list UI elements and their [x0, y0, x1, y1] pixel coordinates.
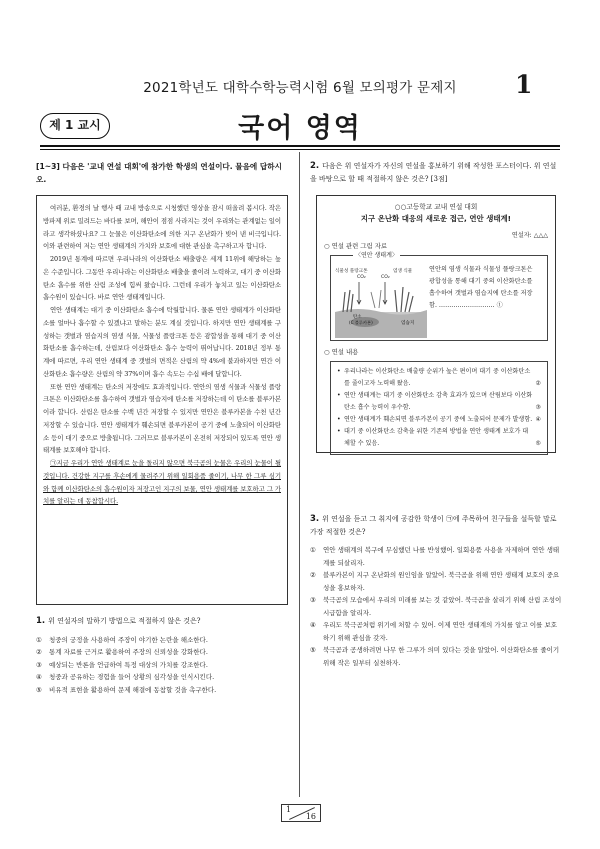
poster-item: [337, 390, 541, 414]
label-halophyte: 염생 식물: [393, 269, 413, 274]
choice-item[interactable]: [310, 594, 562, 619]
question-text: 다음은 위 연설자가 자신의 연설을 홍보하기 위해 작성한 포스터이다. 위 연설을 바탕으로 할 때 적절하지 않은 것은? [3점]: [310, 162, 557, 183]
question-number: 3.: [310, 514, 320, 524]
label-salt-marsh: 염습지: [401, 321, 415, 326]
label-plankton: 식물성 플랑크톤: [335, 269, 368, 274]
diagram-caption: 연안의 염생 식물과 식물성 플랑크톤은 광합성을 통해 대기 중의 이산화탄소를 흡수하여 갯벌과 염습지에 탄소를 저장함. ……………………… ①: [429, 266, 533, 309]
label-blue-carbon: (C 블루카본): [349, 320, 373, 325]
passage-paragraph: 연안 생태계는 대기 중 이산화탄소 흡수에 탁월합니다. 물론 연안 생태계가 이산화탄소를 얼마나 흡수할 수 있겠냐고 말하는 분도 계실 것입니다. 하지만 연안 생태계를 구성하는 갯벌과 염습지의 염생 식물, 식물성 플랑크톤 등은 광합성을 통해 대기 중 이산화탄소를 흡수하는데, 산림보다 이산화탄소 흡수 능력이 뛰어납니다. 2018년 정부 통계에 따르면, 우리 연안 생태계 중 갯벌의 면적은 산림의 약 4%에 불과하지만 연간 이산화탄소 흡수량은 산림의 약 37%이며 흡수 속도는 수십 배에 달합니다.: [43, 306, 281, 378]
choice-number: ④: [310, 621, 316, 629]
poster-item-text: 연안 생태계가 훼손되면 블루카본이 공기 중에 노출되어 문제가 발생함.: [344, 416, 533, 423]
poster-item-text: 대기 중 이산화탄소 감축을 위한 기존의 방법을 연안 생태계 보호가 대체할 수 있음.: [344, 428, 529, 447]
choice-number: ⑤: [36, 685, 42, 694]
choice-number: ②: [310, 571, 316, 579]
choice-text: 북극곰과 공생하려면 나무 한 그루가 의미 있다는 것을 알았어. 이산화탄소를 줄이기 위해 작은 일부터 실천하자.: [323, 646, 560, 667]
question-1: [36, 615, 288, 696]
poster-item: [337, 366, 541, 390]
choice-text: 청중과 공유하는 경험을 들어 상황의 심각성을 인식시킨다.: [49, 673, 215, 681]
folio-total: 16: [305, 812, 316, 821]
choice-list: [310, 544, 562, 669]
poster-item-text: 연안 생태계는 대기 중 이산화탄소 감축 효과가 있으며 산림보다 이산화탄소 흡수 능력이 우수함.: [344, 392, 533, 411]
choice-number: ①: [36, 635, 42, 644]
bullet-icon: •: [337, 392, 341, 399]
page-folio: [281, 804, 321, 822]
choice-text: 통계 자료를 근거로 활용하여 주장의 신뢰성을 강화한다.: [49, 648, 208, 656]
choice-text: 비유적 표현을 활용하여 문제 해결에 동참할 것을 촉구한다.: [49, 685, 217, 694]
question-stem: [36, 615, 288, 628]
passage-paragraph-underlined: ㉠지금 우리가 연안 생태계로 눈을 돌리지 않으면 북극곰의 눈물은 우리의 눈물이 될 것입니다. 건강한 지구를 후손에게 물려주기 위해 일회용품 줄이기, 나무 한 그루 심기와 함께 이산화탄소의 흡수원이자 저장고인 지구의 보물, 연안 생태계를 보호하고 그 가치를 알리는 데 동참합시다.: [43, 459, 281, 506]
left-column: [36, 160, 288, 696]
question-2-stem: [310, 160, 562, 185]
poster-subtitle: ○○고등학교 교내 연설 대회: [394, 203, 478, 211]
poster-item-marker: ⑤: [535, 440, 541, 447]
choice-text: 청중의 궁정을 사용하여 주장이 야기한 논란을 해소한다.: [49, 635, 208, 644]
speech-passage: [36, 195, 288, 605]
choice-item[interactable]: [36, 684, 288, 697]
choice-item[interactable]: [310, 569, 562, 594]
choice-number: ⑤: [310, 646, 316, 654]
diagram-title: 〈연안 생태계〉: [355, 252, 398, 259]
poster-title: 지구 온난화 대응의 새로운 접근, 연안 생태계!: [360, 214, 512, 223]
question-stem: [310, 513, 562, 538]
poster-item: [337, 414, 541, 426]
question-3: [310, 513, 562, 669]
subject-title: 국어 영역: [238, 113, 362, 144]
coastal-ecosystem-diagram: [330, 252, 548, 341]
speech-poster: [316, 195, 556, 453]
question-number: 2.: [310, 161, 320, 171]
poster-section-image: ○ 연설 관련 그림 자료: [324, 242, 388, 250]
label-co2: CO₂: [357, 275, 366, 280]
poster-section-content: ○ 연설 내용: [324, 348, 359, 356]
bullet-icon: •: [337, 428, 341, 435]
passage-paragraph: 여러분, 환경의 날 행사 때 교내 방송으로 시청했던 영상을 잠시 떠올려 봅시다. 작은 방파제 위로 밀려드는 바다를 보며, 해안이 점점 사라지는 것이 우리와는 관계없는 일이라고 생각하셨나요? 그 눈물은 이산화탄소에 의한 지구 온난화가 빚어 낸 비극입니다. 이와 관련하여 저는 연안 생태계의 가치와 보호에 대한 관심을 촉구하고자 합니다.: [43, 204, 281, 251]
label-carbon: 탄소: [353, 315, 362, 320]
question-text: 위 연설을 듣고 그 취지에 공감한 학생이 ㉠에 주목하여 친구들을 설득할 말로 가장 적절한 것은?: [310, 515, 557, 536]
choice-text: 우리도 북극곰처럼 위기에 처할 수 있어. 이제 연안 생태계의 가치를 알고 이를 보호하기 위해 관심을 갖자.: [323, 621, 558, 642]
choice-text: 블루카본이 지구 온난화의 원인임을 알았어. 북극곰을 위해 연안 생태계 보호의 중요성을 홍보하자.: [323, 571, 560, 592]
choice-item[interactable]: [310, 644, 562, 669]
header-rule: [40, 145, 560, 147]
choice-number: ③: [310, 596, 316, 604]
choice-item[interactable]: [36, 634, 288, 647]
choice-text: 예상되는 반론을 언급하여 특정 대상의 가치를 강조한다.: [49, 660, 208, 669]
poster-item-marker: ③: [535, 404, 541, 411]
page-number: 1: [515, 70, 533, 99]
poster-author: 연설자: △△△: [511, 232, 548, 239]
choice-item[interactable]: [36, 659, 288, 672]
question-number: 1.: [36, 616, 46, 626]
choice-number: ③: [36, 660, 42, 669]
poster-item-text: 우리나라는 이산화탄소 배출량 순위가 높은 편이며 대기 중 이산화탄소를 줄이고자 노력해 왔음.: [344, 368, 531, 387]
question-text: 위 연설자의 말하기 방법으로 적절하지 않은 것은?: [48, 617, 201, 625]
bullet-icon: •: [337, 368, 341, 375]
right-column: [310, 160, 562, 669]
choice-item[interactable]: [310, 619, 562, 644]
label-co2: CO₂: [381, 275, 390, 280]
header-rule-thin: [40, 149, 560, 150]
choice-text: 북극곰의 모습에서 우리의 미래를 보는 것 같았어. 북극곰을 살리기 위해 산림 조성이 시급함을 알리자.: [323, 596, 562, 617]
choice-list: [36, 634, 288, 697]
choice-number: ④: [36, 673, 42, 681]
poster-item-marker: ④: [535, 416, 541, 423]
choice-number: ②: [36, 648, 42, 656]
choice-item[interactable]: [310, 544, 562, 569]
choice-number: ①: [310, 546, 316, 554]
set-instruction: [1~3] 다음은 '교내 연설 대회'에 참가한 학생의 연설이다. 물음에 답하시오.: [36, 162, 282, 184]
poster-content-list: [330, 361, 548, 455]
choice-item[interactable]: [36, 671, 288, 684]
folio-page: 1: [286, 805, 292, 814]
exam-title: 2021학년도 대학수학능력시험 6월 모의평가 문제지: [143, 80, 457, 96]
coastal-ecosystem-illustration: [335, 262, 427, 338]
bullet-icon: •: [337, 416, 341, 423]
passage-paragraph: 또한 연안 생태계는 탄소의 저장에도 효과적입니다. 연안의 염생 식물과 식물성 플랑크톤은 이산화탄소를 흡수하여 갯벌과 염습지에 탄소를 저장하는데 이 탄소를 블루카본이라 합니다. 산림은 탄소를 수백 년간 저장할 수 있지만 연안은 블루카본을 수천 년간 저장할 수 있습니다. 연안 생태계가 훼손되면 블루카본이 공기 중에 노출되어 이산화탄소 등이 대기 중으로 방출됩니다. 그러므로 블루카본이 온전히 저장되어 있도록 연안 생태계를 보호해야 합니다.: [43, 382, 281, 455]
poster-item: [337, 426, 541, 450]
period-badge: 제 1 교시: [40, 113, 110, 139]
column-divider: [299, 152, 300, 797]
choice-text: 연안 생태계의 복구에 무심했던 나를 반성했어. 일회용품 사용을 자제하며 연안 생태계를 되살리자.: [323, 546, 560, 567]
poster-item-marker: ②: [535, 380, 541, 387]
choice-item[interactable]: [36, 646, 288, 659]
passage-paragraph: 2019년 통계에 따르면 우리나라의 이산화탄소 배출량은 세계 11위에 해당하는 높은 수준입니다. 그동안 우리나라는 이산화탄소 배출을 줄이려 노력하고, 대기 중 이산화탄소 흡수를 위한 산림 조성에 힘써 왔습니다. 그런데 우리가 놓치고 있는 이산화탄소 흡수원이 있습니다. 바로 연안 생태계입니다.: [43, 255, 281, 302]
